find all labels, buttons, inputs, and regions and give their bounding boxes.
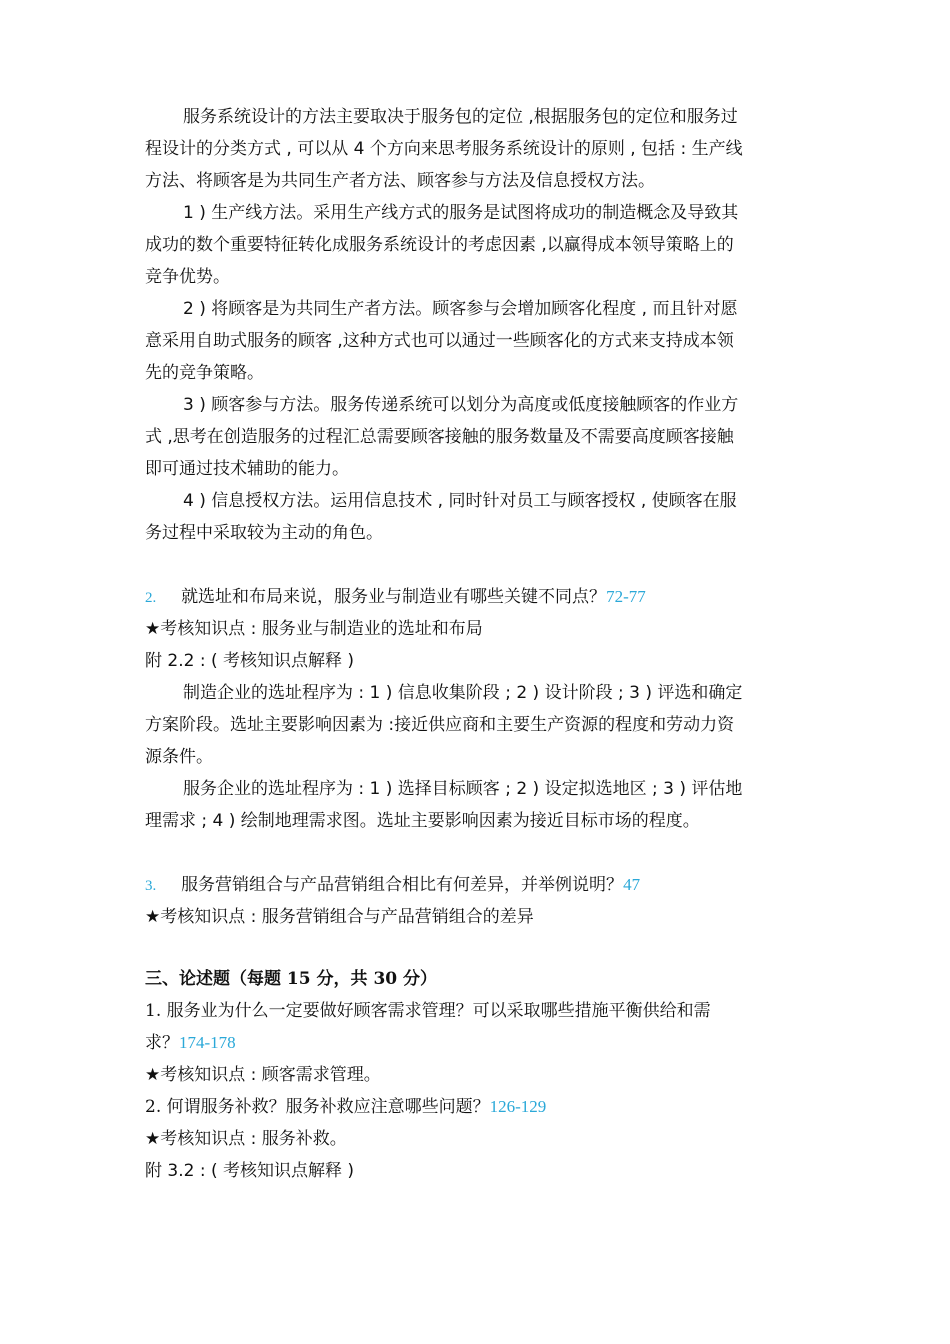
heading-part: 15 bbox=[286, 969, 311, 989]
appendix-label: 附 3.2 : ( 考核知识点解释 ) bbox=[145, 1161, 355, 1181]
paragraph-line: 务过程中采取较为主动的角色。 bbox=[145, 523, 383, 543]
paragraph-line: 服务系统设计的方法主要取决于服务包的定位 ,根据服务包的定位和服务过 bbox=[183, 107, 738, 127]
paragraph-line: 即可通过技术辅助的能力。 bbox=[145, 459, 349, 479]
section-heading bbox=[145, 968, 437, 990]
paragraph-line: 成功的数个重要特征转化成服务系统设计的考虑因素 ,以赢得成本领导策略上的 bbox=[145, 235, 734, 255]
page-reference: 126-129 bbox=[489, 1097, 547, 1116]
paragraph-line: 1 ) 生产线方法。采用生产线方式的服务是试图将成功的制造概念及导致其 bbox=[183, 203, 739, 223]
paragraph-line: 程设计的分类方式 , 可以从 4 个方向来思考服务系统设计的原则 , 包括 : 生产线 bbox=[145, 139, 743, 159]
question-number: 2. bbox=[145, 590, 157, 606]
paragraph-line: 式 ,思考在创造服务的过程汇总需要顾客接触的服务数量及不需要高度顾客接触 bbox=[145, 427, 734, 447]
knowledge-point: ★考核知识点 : 顾客需求管理。 bbox=[145, 1065, 381, 1085]
knowledge-point: ★考核知识点 : 服务营销组合与产品营销组合的差异 bbox=[145, 907, 534, 927]
essay-question-2 bbox=[145, 1096, 546, 1118]
heading-part: 分） bbox=[397, 969, 438, 989]
question-text: 就选址和布局来说，服务业与制造业有哪些关键不同点？ bbox=[181, 587, 607, 607]
heading-part: 三、论述题（每题 bbox=[145, 969, 287, 989]
page-reference: 47 bbox=[623, 875, 641, 894]
paragraph-line: 竞争优势。 bbox=[145, 267, 230, 287]
paragraph-line: 方案阶段。选址主要影响因素为 :接近供应商和主要生产资源的程度和劳动力资 bbox=[145, 715, 735, 735]
heading-part: 分，共 bbox=[310, 969, 374, 989]
page-reference: 174-178 bbox=[179, 1033, 236, 1052]
appendix-label: 附 2.2 : ( 考核知识点解释 ) bbox=[145, 651, 355, 671]
paragraph-line: 方法、将顾客是为共同生产者方法、顾客参与方法及信息授权方法。 bbox=[145, 171, 655, 191]
paragraph-line: 服务企业的选址程序为 : 1 ) 选择目标顾客 ; 2 ) 设定拟选地区 ; 3 ) 评估地 bbox=[183, 779, 743, 799]
paragraph-line: 3 ) 顾客参与方法。服务传递系统可以划分为高度或低度接触顾客的作业方 bbox=[183, 395, 739, 415]
question-2 bbox=[145, 586, 646, 609]
essay-question-1-line1: 1. 服务业为什么一定要做好顾客需求管理？可以采取哪些措施平衡供给和需 bbox=[145, 1001, 711, 1021]
question-3 bbox=[145, 874, 640, 897]
heading-part: 30 bbox=[373, 969, 398, 989]
knowledge-point: ★考核知识点 : 服务业与制造业的选址和布局 bbox=[145, 619, 483, 639]
page-reference: 72-77 bbox=[606, 587, 646, 606]
paragraph-line: 意采用自助式服务的顾客 ,这种方式也可以通过一些顾客化的方式来支持成本领 bbox=[145, 331, 734, 351]
question-text: 服务营销组合与产品营销组合相比有何差异，并举例说明？ bbox=[181, 875, 624, 895]
question-number: 3. bbox=[145, 878, 157, 894]
paragraph-line: 源条件。 bbox=[145, 747, 213, 767]
knowledge-point: ★考核知识点 : 服务补救。 bbox=[145, 1129, 347, 1149]
paragraph-line: 制造企业的选址程序为 : 1 ) 信息收集阶段 ; 2 ) 设计阶段 ; 3 ) 评选和确定 bbox=[183, 683, 743, 703]
paragraph-line: 4 ) 信息授权方法。运用信息技术 , 同时针对员工与顾客授权 , 使顾客在服 bbox=[183, 491, 737, 511]
essay-question-1-line2 bbox=[145, 1032, 236, 1054]
question-text: 2. 何谓服务补救？服务补救应注意哪些问题？ bbox=[145, 1097, 490, 1117]
paragraph-line: 理需求 ; 4 ) 绘制地理需求图。选址主要影响因素为接近目标市场的程度。 bbox=[145, 811, 700, 831]
paragraph-line: 先的竞争策略。 bbox=[145, 363, 264, 383]
question-text: 求？ bbox=[145, 1033, 179, 1053]
paragraph-line: 2 ) 将顾客是为共同生产者方法。顾客参与会增加顾客化程度 , 而且针对愿 bbox=[183, 299, 738, 319]
